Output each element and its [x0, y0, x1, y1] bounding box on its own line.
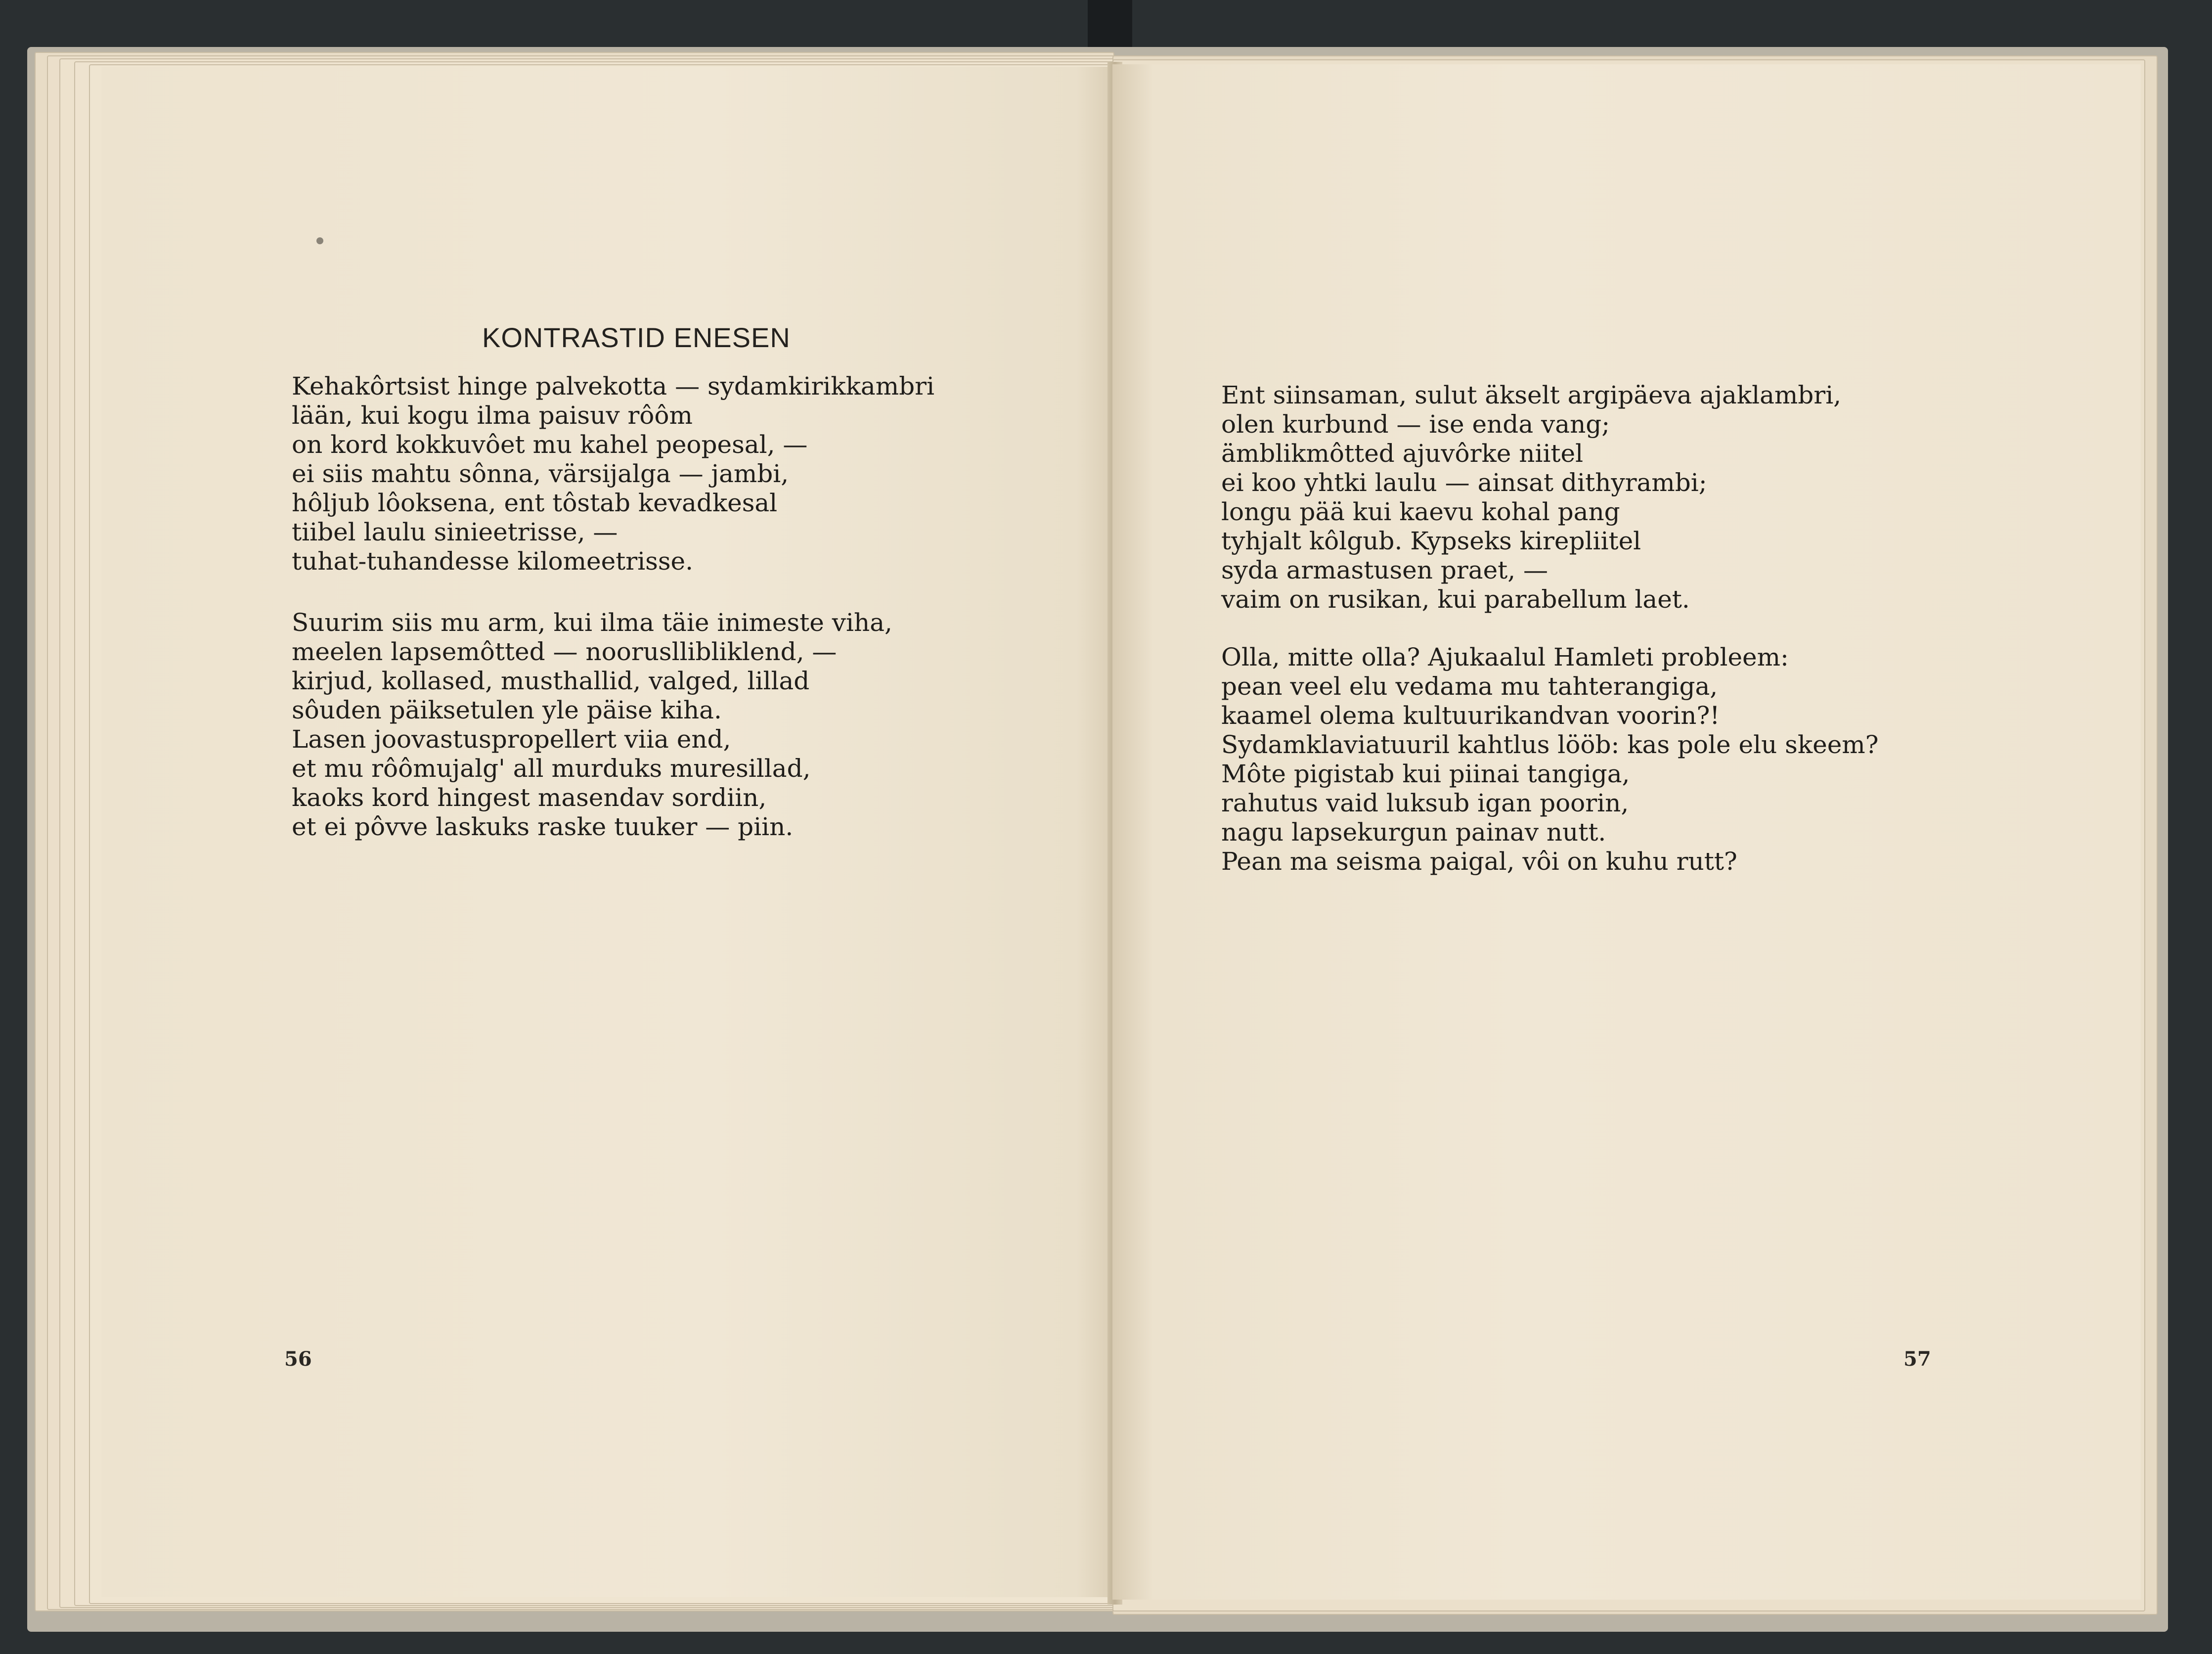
left-stanza-2 [292, 608, 892, 842]
left-stanza-1 [292, 372, 934, 576]
verse-line: kaamel olema kultuurikandvan voorin?! [1221, 701, 1720, 730]
verse-line: olen kurbund — ise enda vang; [1221, 410, 1610, 439]
verse-line: et mu rôômujalg' all murduks muresillad, [292, 754, 811, 783]
verse-line: ämblikmôtted ajuvôrke niitel [1221, 439, 1584, 468]
verse-line: vaim on rusikan, kui parabellum laet. [1221, 585, 1690, 614]
verse-line: kaoks kord hingest masendav sordiin, [292, 783, 767, 812]
verse-line: Olla, mitte olla? Ajukaalul Hamleti probleem: [1221, 643, 1789, 671]
verse-line: pean veel elu vedama mu tahterangiga, [1221, 672, 1718, 701]
verse-line: tyhjalt kôlgub. Kypseks kirepliitel [1221, 527, 1641, 555]
verse-line: meelen lapsemôtted — noorusllibliklend, — [292, 637, 837, 666]
verse-line: on kord kokkuvôet mu kahel peopesal, — [292, 430, 808, 459]
poem-title: KONTRASTID ENESEN [482, 322, 791, 353]
verse-line: syda armastusen praet, — [1221, 556, 1548, 584]
verse-line: sôuden päiksetulen yle päise kiha. [292, 696, 722, 724]
verse-line: Ent siinsaman, sulut äkselt argipäeva ajaklambri, [1221, 381, 1842, 409]
verse-line: kirjud, kollased, musthallid, valged, lillad [292, 667, 810, 695]
verse-line: Pean ma seisma paigal, vôi on kuhu rutt? [1221, 847, 1737, 876]
verse-line: Kehakôrtsist hinge palvekotta — sydamkirikkambri [292, 372, 935, 401]
verse-line: rahutus vaid luksub igan poorin, [1221, 789, 1629, 817]
verse-line: et ei pôvve laskuks raske tuuker — piin. [292, 812, 794, 841]
verse-line: tuhat-tuhandesse kilomeetrisse. [292, 547, 693, 576]
verse-line: ei siis mahtu sônna, värsijalga — jambi, [292, 459, 789, 488]
right-stanza-2 [1221, 643, 1879, 876]
verse-line: Sydamklaviatuuril kahtlus lööb: kas pole elu skeem? [1221, 730, 1879, 759]
ink-speck [316, 237, 323, 244]
page-number-right: 57 [1903, 1347, 1931, 1371]
verse-line: tiibel laulu sinieetrisse, — [292, 518, 618, 546]
verse-line: Lasen joovastuspropellert viia end, [292, 725, 731, 754]
verse-line: lään, kui kogu ilma paisuv rôôm [292, 401, 693, 430]
right-page [1112, 64, 2141, 1600]
verse-line: nagu lapsekurgun painav nutt. [1221, 818, 1606, 847]
left-page [101, 67, 1117, 1597]
right-stanza-1 [1221, 381, 1841, 614]
page-number-left: 56 [284, 1347, 312, 1371]
verse-line: Môte pigistab kui piinai tangiga, [1221, 760, 1630, 788]
verse-line: hôljub lôoksena, ent tôstab kevadkesal [292, 489, 778, 517]
verse-line: ei koo yhtki laulu — ainsat dithyrambi; [1221, 468, 1707, 497]
verse-line: Suurim siis mu arm, kui ilma täie inimeste viha, [292, 608, 892, 637]
verse-line: longu pää kui kaevu kohal pang [1221, 497, 1620, 526]
